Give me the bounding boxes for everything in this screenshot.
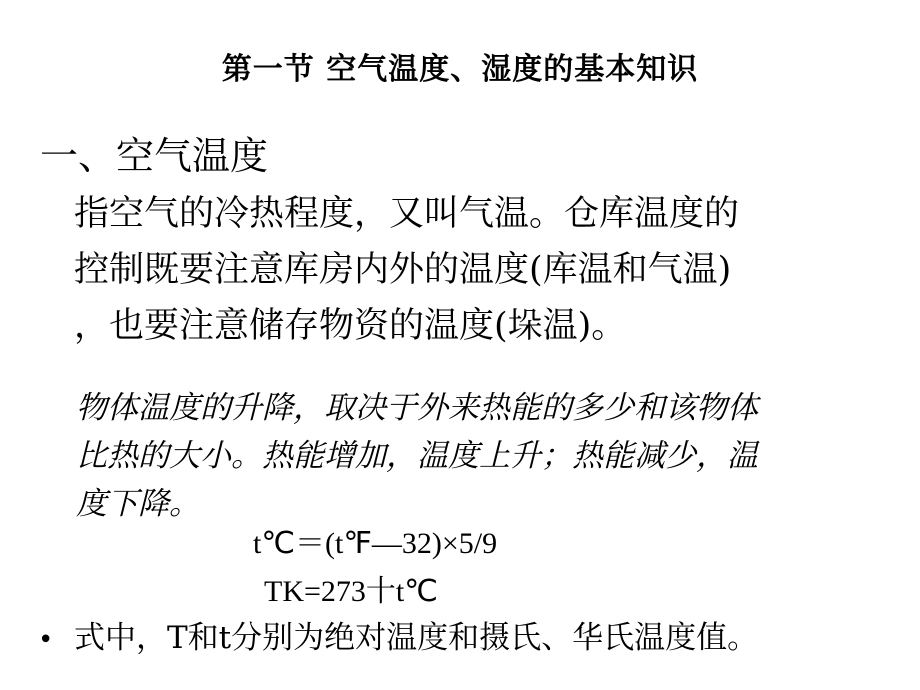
bullet-item [38,616,758,662]
paragraph-line: 控制既要注意库房内外的温度(库温和气温) [74,250,732,290]
kelvin-formula: TK=273十t℃ [264,575,438,608]
section-heading: 一、空气温度 [40,134,269,178]
paragraph-line: ，也要注意储存物资的温度(垛温)。 [74,306,627,346]
italic-line: 度下降。 [76,486,200,522]
bullet-text: 式中，T和t分别为绝对温度和摄氏、华氏温度值。 [74,620,759,656]
celsius-formula: t℃＝(t℉—32)×5/9 [253,527,498,560]
bullet-icon: • [38,625,54,655]
italic-line: 物体温度的升降，取决于外来热能的多少和该物体 [76,390,758,426]
italic-note [76,384,896,528]
slide-title: 第一节 空气温度、湿度的基本知识 [221,52,699,87]
definition-paragraph [74,186,874,354]
paragraph-line: 指空气的冷热程度，又叫气温。仓库温度的 [74,194,740,234]
italic-line: 比热的大小。热能增加，温度上升；热能减少，温 [76,438,758,474]
